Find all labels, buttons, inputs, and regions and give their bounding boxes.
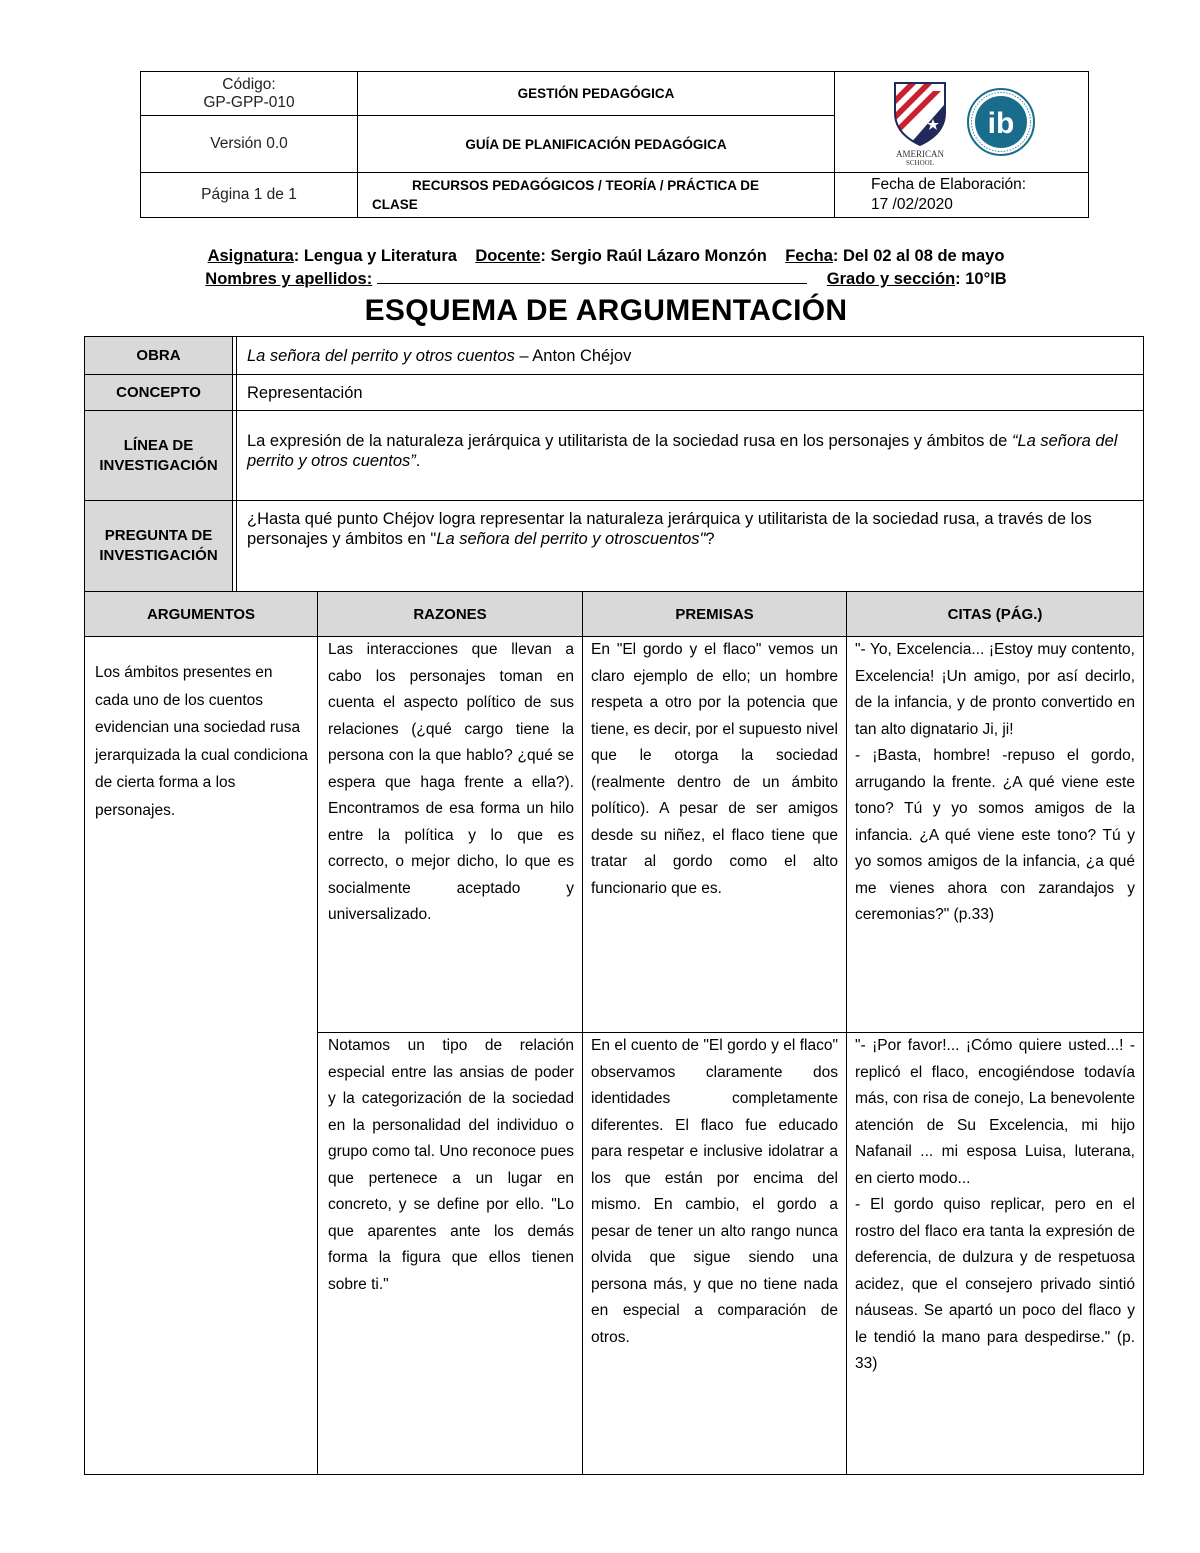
razon-cell: Notamos un tipo de relación especial entre las ansias de poder y la categorización de la sociedad en la personalidad del individuo o grupo como tal. Uno reconoce pues que pertenece a un lugar en concreto, y se define por ello. "Lo que aparentes ante los demás forma la figura que ellos tienen sobre ti."	[318, 1033, 583, 1475]
grado-value: : 10°IB	[955, 270, 1007, 288]
obra-label: OBRA	[85, 337, 233, 375]
docente-label: Docente	[475, 247, 541, 265]
cita-cell	[847, 1033, 1144, 1475]
info-table	[84, 336, 1144, 592]
linea-value-text: La expresión de la naturaleza jerárquica y utilitarista de la sociedad rusa en los personajes y ámbitos de	[247, 432, 1012, 450]
header-argumentos: ARGUMENTOS	[85, 592, 318, 637]
razon-cell: Las interacciones que llevan a cabo los personajes toman en cuenta el aspecto político de sus relaciones (¿qué cargo tiene la persona con la que hablo? ¿qué se espera que haga frente a ella?). Encontramos de esa forma un hilo entre la política y lo que es correcto, o mejor dicho, lo que es socialmente aceptado y universalizado.	[318, 637, 583, 1033]
recursos-line-2: CLASE	[372, 197, 418, 212]
fecha-elaboracion-label: Fecha de Elaboración:	[871, 176, 1027, 193]
american-school-logo	[887, 79, 953, 165]
document-meta	[0, 245, 1200, 291]
meta-line-1	[0, 245, 1200, 268]
obra-author: – Anton Chéjov	[514, 346, 632, 365]
fecha-elaboracion-value: 17 /02/2020	[871, 196, 953, 213]
version-cell: Versión 0.0	[141, 116, 358, 173]
cita-paragraph: - El gordo quiso replicar, pero en el rostro del flaco era tanta la expresión de deferencia, de dulzura y de respetuosa acidez, que el consejero privado sintió náuseas. Se apartó un poco del flaco y le tendió la mano para despedirse." (p. 33)	[855, 1196, 1135, 1372]
header-premisas: PREMISAS	[583, 592, 847, 637]
cita-paragraph: "- Yo, Excelencia... ¡Estoy muy contento, Excelencia! ¡Un amigo, por así decirlo, de la infancia, y de pronto convertido en tan alto dignatario Ji, ji!	[855, 641, 1135, 738]
linea-label	[85, 411, 233, 501]
obra-title: La señora del perrito y otros cuentos	[247, 346, 515, 365]
codigo-label: Código:	[222, 75, 276, 93]
argument-table	[84, 591, 1144, 1475]
cita-paragraph: - ¡Basta, hombre! -repuso el gordo, arrugando la frente. ¿A qué viene este tono? Tú y yo somos amigos de la infancia. ¿A qué viene este tono? Tú y yo somos amigos de la infancia, ¿a qué me vienes ahora con zarandajos y ceremonias?" (p.33)	[855, 747, 1135, 923]
grado-label: Grado y sección	[826, 270, 956, 288]
docente-value: : Sergio Raúl Lázaro Monzón	[540, 247, 767, 265]
page-title: ESQUEMA DE ARGUMENTACIÓN	[364, 294, 848, 327]
fecha-label: Fecha	[785, 247, 833, 265]
asignatura-value: : Lengua y Literatura	[293, 247, 457, 265]
codigo-value: GP-GPP-010	[203, 93, 295, 111]
header-razones: RAZONES	[318, 592, 583, 637]
linea-label-1: LÍNEA DE	[123, 436, 194, 454]
pregunta-value-end: ?	[705, 530, 715, 548]
document-header	[140, 71, 1089, 218]
ib-logo-text: ib	[987, 107, 1014, 140]
linea-value	[237, 411, 1144, 501]
pregunta-label	[85, 501, 233, 592]
logo-text-american: AMERICAN	[895, 149, 944, 159]
meta-line-2	[0, 268, 1200, 291]
nombres-label: Nombres y apellidos	[205, 270, 367, 288]
pregunta-value-italic: La señora del perrito y otroscuentos"	[436, 530, 706, 548]
pagina-cell: Página 1 de 1	[141, 173, 358, 218]
linea-value-italic: “La señora del perrito y otros cuentos”	[247, 432, 1118, 470]
concepto-value: Representación	[237, 375, 1144, 411]
obra-value	[237, 337, 1144, 375]
codigo-cell	[141, 72, 358, 116]
pregunta-value	[237, 501, 1144, 592]
linea-label-2: INVESTIGACIÓN	[99, 456, 218, 474]
fecha-elaboracion-cell	[835, 173, 1089, 218]
guia-cell: GUÍA DE PLANIFICACIÓN PEDAGÓGICA	[358, 116, 835, 173]
premisa-cell: En "El gordo y el flaco" vemos un claro ejemplo de ello; un hombre respeta a otro por la potencia que tiene, es decir, por el supuesto nivel que le otorga la sociedad (realmente dentro de un ámbito político). A pesar de ser amigos desde su niñez, el flaco tiene que tratar al gordo como el alto funcionario que es.	[583, 637, 847, 1033]
nombres-colon: :	[366, 270, 373, 288]
gestion-cell: GESTIÓN PEDAGÓGICA	[358, 72, 835, 116]
pregunta-value-text: ¿Hasta qué punto Chéjov logra representar la naturaleza jerárquica y utilitarista de la sociedad rusa, a través de los personajes y ámbitos en "	[247, 510, 1092, 548]
pregunta-label-2: INVESTIGACIÓN	[99, 547, 218, 564]
cita-paragraph: "- ¡Por favor!... ¡Cómo quiere usted...! -replicó el flaco, encogiéndose todavía más, con risa de conejo, La benevolente atención de Su Excelencia, mi hijo Nafanail ... mi esposa Luisa, luterana, en cierto modo...	[855, 1037, 1135, 1187]
table-row	[85, 637, 1144, 1033]
argumento-cell: Los ámbitos presentes en cada uno de los cuentos evidencian una sociedad rusa jerarquizada la cual condiciona de cierta forma a los personajes.	[85, 637, 318, 1475]
linea-value-end: .	[415, 452, 421, 470]
premisa-cell: En el cuento de "El gordo y el flaco" observamos claramente dos identidades completamente diferentes. El flaco fue educado para respetar e inclusive idolatrar a los que están por encima del mismo. En cambio, el gordo a pesar de tener un alto rango nunca olvida que sigue siendo una persona más, y que no tiene nada en especial a comparación de otros.	[583, 1033, 847, 1475]
logo-text-school: SCHOOL	[905, 159, 934, 165]
ib-logo	[965, 86, 1037, 158]
fecha-value: : Del 02 al 08 de mayo	[832, 247, 1005, 265]
pregunta-label-1: PREGUNTA DE	[104, 527, 213, 544]
logos-cell	[835, 72, 1089, 173]
recursos-cell	[358, 173, 835, 218]
nombres-blank-field[interactable]	[377, 269, 807, 284]
asignatura-label: Asignatura	[207, 247, 294, 265]
concepto-label: CONCEPTO	[85, 375, 233, 411]
cita-cell	[847, 637, 1144, 1033]
logos	[849, 79, 1074, 165]
recursos-line-1: RECURSOS PEDAGÓGICOS / TEORÍA / PRÁCTICA DE	[412, 178, 760, 193]
header-citas: CITAS (PÁG.)	[847, 592, 1144, 637]
